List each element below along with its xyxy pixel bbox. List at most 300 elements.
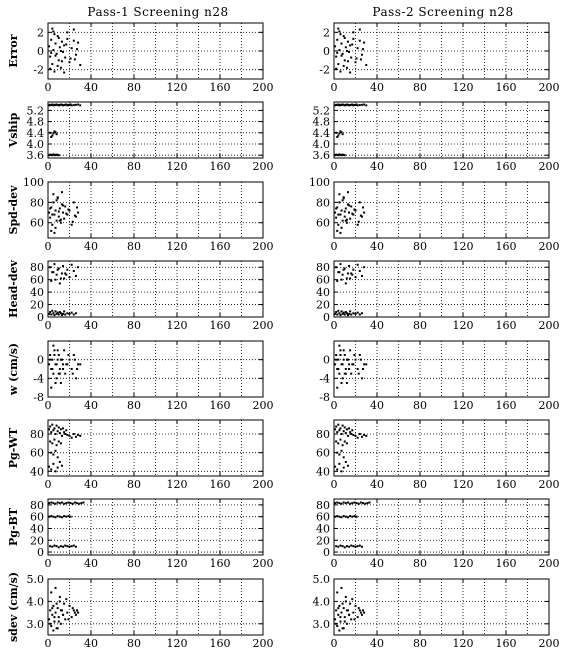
spd-dev-pass-2-point <box>342 220 344 222</box>
w-cm-s-pass-1-point <box>60 382 62 384</box>
error-pass-2-point <box>344 59 346 61</box>
pg-bt-pass-2-point <box>335 545 337 547</box>
error-pass-1-xtick-label: 80 <box>127 81 141 94</box>
pg-wt-pass-1-point <box>50 431 52 433</box>
error-pass-2-point <box>337 63 339 65</box>
w-cm-s-pass-1-point <box>52 345 54 347</box>
pg-wt-pass-2-point <box>357 437 359 439</box>
pg-wt-pass-1-point <box>59 432 61 434</box>
pg-bt-pass-2-point <box>351 502 353 504</box>
pg-bt-pass-1-point <box>58 546 60 548</box>
w-cm-s-pass-2-point <box>348 363 350 365</box>
error-pass-1-point <box>61 60 63 62</box>
vship-pass-2-point <box>335 132 337 134</box>
pg-bt-pass-1-point <box>59 502 61 504</box>
vship-pass-1-ytick-label: 4.0 <box>26 138 44 151</box>
spd-dev-pass-2-point <box>338 201 340 203</box>
head-dev-pass-2-xtick-label: 0 <box>330 319 338 332</box>
pg-wt-pass-1-point <box>49 440 51 442</box>
pg-bt-pass-1-point <box>59 516 61 518</box>
sdev-cm-s-pass-1-point <box>62 614 64 616</box>
pg-wt-pass-2-xtick-label: 40 <box>370 478 384 491</box>
spd-dev-pass-2-point <box>359 201 361 203</box>
w-cm-s-ylabel: w (cm/s) <box>7 342 20 396</box>
w-cm-s-pass-2-point <box>343 359 345 361</box>
head-dev-pass-2-point <box>348 313 350 315</box>
pg-wt-pass-2-point <box>346 428 348 430</box>
error-pass-1-point <box>74 58 76 60</box>
w-cm-s-pass-2-point <box>359 354 361 356</box>
pg-wt-pass-1-point <box>49 426 51 428</box>
head-dev-pass-2-point <box>336 280 338 282</box>
error-pass-1-xtick-label: 200 <box>252 81 274 94</box>
spd-dev-pass-2-xtick-label: 40 <box>370 240 384 253</box>
w-cm-s-pass-2-ytick-label: -4 <box>319 372 330 386</box>
pg-bt-pass-2-point <box>356 516 358 518</box>
sdev-cm-s-pass-1-ytick-label: 4.0 <box>26 595 44 609</box>
pg-wt-pass-2-point <box>338 454 340 456</box>
sdev-cm-s-pass-1-xtick-label: 80 <box>127 637 141 650</box>
w-cm-s-pass-2-point <box>341 382 343 384</box>
error-pass-1-point <box>60 67 62 69</box>
w-cm-s-pass-2-ytick-label: 0 <box>323 353 330 367</box>
w-cm-s-pass-2-point <box>345 368 347 370</box>
w-cm-s-pass-1-point <box>59 368 61 370</box>
pg-wt-pass-2-point <box>347 465 349 467</box>
error-pass-2-xtick-label: 160 <box>495 81 517 94</box>
w-cm-s-pass-1-ytick-label: 0 <box>37 353 44 367</box>
spd-dev-pass-1-point <box>53 232 55 234</box>
vship-pass-2-xtick-label: 200 <box>538 160 560 173</box>
w-cm-s-pass-1-point <box>48 363 50 365</box>
head-dev-pass-1-point <box>66 312 68 314</box>
head-dev-pass-1-xtick-label: 160 <box>209 319 231 332</box>
sdev-cm-s-pass-1-xtick-label: 40 <box>84 637 98 650</box>
sdev-cm-s-pass-2-point <box>343 607 345 609</box>
sdev-cm-s-pass-1-point <box>56 603 58 605</box>
spd-dev-pass-1-point <box>48 212 50 214</box>
sdev-cm-s-pass-2-point <box>341 612 343 614</box>
w-cm-s-pass-2-point <box>339 349 341 351</box>
pg-bt-pass-1-point <box>65 502 67 504</box>
pg-wt-pass-1-point <box>64 433 66 435</box>
head-dev-pass-2-point <box>361 275 363 277</box>
pg-bt-ylabel: Pg-BT <box>7 507 20 547</box>
sdev-cm-s-pass-1-xtick-label: 200 <box>252 637 274 650</box>
head-dev-pass-2-point <box>357 264 359 266</box>
sdev-cm-s-pass-1-point <box>57 627 59 629</box>
vship-pass-2-point <box>359 104 361 106</box>
pg-bt-pass-2-xtick-label: 160 <box>495 557 517 570</box>
sdev-cm-s-pass-2-point <box>342 603 344 605</box>
pg-wt-pass-2-point <box>335 440 337 442</box>
sdev-cm-s-pass-2-point <box>360 612 362 614</box>
head-dev-pass-2-point <box>335 311 337 313</box>
head-dev-pass-1-point <box>75 312 77 314</box>
pg-bt-pass-2-ytick-label: 60 <box>316 510 330 524</box>
vship-pass-1-ytick-label: 4.8 <box>26 115 44 129</box>
pg-wt-pass-1-point <box>65 429 67 431</box>
spd-dev-pass-2-point <box>342 199 344 201</box>
pg-bt-pass-1-ytick-label: 80 <box>30 498 44 512</box>
pg-wt-pass-2-ytick-label: 40 <box>316 465 330 479</box>
head-dev-pass-2-ytick-label: 40 <box>316 286 330 300</box>
pg-bt-pass-1-xtick-label: 0 <box>44 557 52 570</box>
pg-wt-pass-1-point <box>48 466 50 468</box>
head-dev-pass-2-point <box>338 271 340 273</box>
pg-wt-pass-2-point <box>347 435 349 437</box>
pg-bt-pass-2-point <box>336 502 338 504</box>
error-pass-1-point <box>62 51 64 53</box>
error-pass-1-point <box>53 71 55 73</box>
pg-bt-pass-2-point <box>359 545 361 547</box>
w-cm-s-pass-1-xtick-label: 160 <box>209 399 231 412</box>
head-dev-pass-2-xtick-label: 80 <box>413 319 427 332</box>
spd-dev-pass-2-point <box>339 214 341 216</box>
spd-dev-pass-2-point <box>341 227 343 229</box>
error-pass-2-point <box>342 53 344 55</box>
w-cm-s-pass-1-point <box>72 373 74 375</box>
spd-dev-pass-1-point <box>77 212 79 214</box>
pg-wt-pass-2-point <box>336 431 338 433</box>
pg-bt-pass-1-xtick-label: 40 <box>84 557 98 570</box>
w-cm-s-pass-2-point <box>353 354 355 356</box>
error-pass-1-ytick-label: 2 <box>37 26 44 40</box>
sdev-cm-s-pass-1-xtick-label: 160 <box>209 637 231 650</box>
sdev-cm-s-pass-1-ytick-label: 3.0 <box>26 617 44 631</box>
pg-bt-pass-2-point <box>350 545 352 547</box>
pg-bt-pass-2-point <box>338 502 340 504</box>
w-cm-s-pass-1-point <box>64 373 66 375</box>
head-dev-pass-1-xtick-label: 200 <box>252 319 274 332</box>
head-dev-pass-1-xtick-label: 120 <box>166 319 188 332</box>
w-cm-s-pass-1-point <box>69 359 71 361</box>
w-cm-s-pass-2-xtick-label: 200 <box>538 399 560 412</box>
pg-wt-pass-1-point <box>50 452 52 454</box>
head-dev-pass-1-point <box>63 310 65 312</box>
vship-pass-2-point <box>341 131 343 133</box>
pg-wt-pass-1-point <box>51 424 53 426</box>
head-dev-pass-1-point <box>61 272 63 274</box>
pg-bt-pass-1-point <box>53 545 55 547</box>
spd-dev-pass-2-point <box>345 207 347 209</box>
spd-dev-pass-1-point <box>76 206 78 208</box>
pg-wt-pass-1-point <box>56 444 58 446</box>
error-ylabel: Error <box>7 34 20 68</box>
error-pass-1-point <box>51 28 53 30</box>
pg-wt-ylabel: Pg-WT <box>7 427 20 469</box>
spd-dev-pass-1-xtick-label: 160 <box>209 240 231 253</box>
head-dev-pass-2-point <box>347 272 349 274</box>
w-cm-s-pass-1-xtick-label: 80 <box>127 399 141 412</box>
spd-dev-pass-1-point <box>53 214 55 216</box>
error-pass-1-point <box>66 31 68 33</box>
vship-pass-2-point <box>342 133 344 135</box>
pg-bt-pass-2-point <box>358 503 360 505</box>
pg-wt-pass-2-point <box>350 433 352 435</box>
sdev-cm-s-pass-2-point <box>363 612 365 614</box>
pg-wt-pass-2-xtick-label: 160 <box>495 478 517 491</box>
head-dev-pass-1-point <box>58 314 60 316</box>
w-cm-s-pass-1-point <box>58 354 60 356</box>
error-pass-1-point <box>77 42 79 44</box>
pg-wt-pass-1-point <box>71 437 73 439</box>
pg-wt-pass-1-point <box>55 433 57 435</box>
spd-dev-pass-1-xtick-label: 120 <box>166 240 188 253</box>
pg-wt-pass-1-point <box>75 436 77 438</box>
spd-dev-pass-1-point <box>60 219 62 221</box>
sdev-cm-s-pass-2-point <box>349 603 351 605</box>
pg-wt-pass-2-xtick-label: 0 <box>330 478 338 491</box>
w-cm-s-pass-1-point <box>51 368 53 370</box>
head-dev-pass-1-point <box>50 314 52 316</box>
pg-wt-pass-2-point <box>339 439 341 441</box>
sdev-cm-s-pass-2-point <box>345 600 347 602</box>
head-dev-pass-2-point <box>337 310 339 312</box>
sdev-cm-s-pass-1-point <box>51 607 53 609</box>
w-cm-s-pass-1-point <box>58 373 60 375</box>
sdev-cm-s-pass-1-point <box>55 612 57 614</box>
error-pass-1-point <box>49 68 51 70</box>
head-dev-pass-2-point <box>357 312 359 314</box>
pg-wt-pass-1-xtick-label: 200 <box>252 478 274 491</box>
sdev-cm-s-pass-1-point <box>53 616 55 618</box>
pg-wt-pass-2-point <box>338 463 340 465</box>
pg-bt-pass-2-point <box>337 546 339 548</box>
pg-bt-pass-1-xtick-label: 200 <box>252 557 274 570</box>
w-cm-s-pass-2-ytick-label: -8 <box>319 391 330 404</box>
w-cm-s-pass-1-point <box>53 354 55 356</box>
head-dev-pass-2-point <box>346 312 348 314</box>
spd-dev-pass-2-point <box>339 232 341 234</box>
error-pass-1-point <box>73 29 75 31</box>
spd-dev-pass-2-point <box>335 207 337 209</box>
error-pass-2-point <box>356 57 358 59</box>
pg-wt-pass-2-point <box>334 466 336 468</box>
w-cm-s-pass-1-point <box>63 349 65 351</box>
pg-wt-pass-1-point <box>52 429 54 431</box>
w-cm-s-pass-2-point <box>363 363 365 365</box>
spd-dev-pass-2-point <box>334 212 336 214</box>
error-pass-1-point <box>59 46 61 48</box>
sdev-cm-s-pass-1-point <box>53 621 55 623</box>
vship-pass-2-point <box>357 104 359 106</box>
vship-pass-2-point <box>344 154 346 156</box>
w-cm-s-pass-1-point <box>50 387 52 389</box>
pg-bt-pass-2-xtick-label: 40 <box>370 557 384 570</box>
spd-dev-pass-1-point <box>56 220 58 222</box>
spd-dev-pass-2-point <box>338 193 340 195</box>
error-pass-2-point <box>335 56 337 58</box>
head-dev-pass-1-point <box>56 274 58 276</box>
w-cm-s-pass-1-point <box>77 363 79 365</box>
pg-wt-pass-1-point <box>63 431 65 433</box>
pg-wt-pass-2-ytick-label: 80 <box>316 428 330 441</box>
w-cm-s-pass-2-point <box>360 359 362 361</box>
spd-dev-pass-1-point <box>55 210 57 212</box>
pg-bt-pass-2-point <box>361 546 363 548</box>
error-pass-1-point <box>50 52 52 54</box>
vship-pass-1-xtick-label: 0 <box>44 160 52 173</box>
pg-wt-pass-1-point <box>53 427 55 429</box>
error-pass-2-point <box>352 31 354 33</box>
vship-pass-1-xtick-label: 200 <box>252 160 274 173</box>
pg-wt-pass-1-point <box>66 434 68 436</box>
vship-pass-2-xtick-label: 160 <box>495 160 517 173</box>
sdev-cm-s-pass-1-point <box>49 609 51 611</box>
head-dev-pass-2-xtick-label: 40 <box>370 319 384 332</box>
pg-bt-pass-1-point <box>61 502 63 504</box>
pg-wt-pass-1-point <box>52 454 54 456</box>
error-pass-2-point <box>336 39 338 41</box>
error-pass-2-point <box>359 29 361 31</box>
spd-dev-pass-1-point <box>52 201 54 203</box>
pg-bt-pass-2-point <box>336 515 338 517</box>
vship-pass-1-ytick-label: 3.6 <box>26 149 44 163</box>
spd-dev-pass-2-point <box>337 224 339 226</box>
w-cm-s-pass-2-xtick-label: 160 <box>495 399 517 412</box>
w-cm-s-pass-2-point <box>338 345 340 347</box>
pg-bt-pass-1-point <box>75 546 77 548</box>
spd-dev-pass-2-point <box>360 215 362 217</box>
error-pass-1-point <box>70 57 72 59</box>
vship-pass-1-xtick-label: 120 <box>166 160 188 173</box>
pg-wt-pass-2-point <box>349 431 351 433</box>
pg-bt-pass-1-point <box>67 515 69 517</box>
head-dev-pass-1-point <box>49 311 51 313</box>
pg-bt-pass-2-point <box>348 546 350 548</box>
head-dev-pass-1-xtick-label: 80 <box>127 319 141 332</box>
spd-dev-pass-2-point <box>353 208 355 210</box>
pg-wt-pass-2-point <box>336 468 338 470</box>
pg-wt-pass-1-point <box>53 439 55 441</box>
head-dev-pass-1-point <box>75 275 77 277</box>
pg-wt-pass-2-point <box>342 425 344 427</box>
head-dev-pass-2-point <box>361 312 363 314</box>
head-dev-pass-2-point <box>341 279 343 281</box>
w-cm-s-pass-2-xtick-label: 80 <box>413 399 427 412</box>
spd-dev-pass-1-point <box>67 208 69 210</box>
spd-dev-pass-2-point <box>362 206 364 208</box>
pg-wt-pass-1-point <box>51 442 53 444</box>
sdev-cm-s-pass-1-point <box>58 621 60 623</box>
w-cm-s-pass-2-point <box>346 359 348 361</box>
vship-pass-2-ytick-label: 4.0 <box>312 138 330 151</box>
head-dev-pass-1-point <box>63 277 65 279</box>
error-pass-1-xtick-label: 40 <box>84 81 98 94</box>
error-pass-2-point <box>345 46 347 48</box>
error-pass-1-point <box>52 49 54 51</box>
pg-bt-pass-2-point <box>345 502 347 504</box>
sdev-cm-s-pass-2-ytick-label: 3.0 <box>312 617 330 631</box>
error-pass-1-point <box>76 48 78 50</box>
pg-wt-pass-1-point <box>61 465 63 467</box>
w-cm-s-pass-2-point <box>344 373 346 375</box>
error-pass-2-xtick-label: 80 <box>413 81 427 94</box>
head-dev-pass-1-point <box>52 271 54 273</box>
w-cm-s-pass-2-point <box>349 349 351 351</box>
pg-bt-pass-1-point <box>49 545 51 547</box>
sdev-cm-s-pass-2-point <box>338 630 340 632</box>
vship-pass-2-point <box>338 132 340 134</box>
pg-bt-pass-1-point <box>51 546 53 548</box>
pg-bt-pass-2-point <box>343 515 345 517</box>
pg-wt-pass-1-point <box>60 428 62 430</box>
pass-2-title: Pass-2 Screening n28 <box>372 5 514 19</box>
pg-wt-pass-2-point <box>341 470 343 472</box>
spd-dev-pass-1-point <box>65 213 67 215</box>
sdev-cm-s-pass-1-point <box>59 596 61 598</box>
w-cm-s-pass-1-xtick-label: 200 <box>252 399 274 412</box>
pg-wt-pass-2-point <box>345 432 347 434</box>
w-cm-s-pass-1-point <box>65 363 67 365</box>
pg-bt-pass-1-point <box>57 502 59 504</box>
head-dev-pass-2-point <box>352 312 354 314</box>
pg-wt-pass-2-point <box>337 442 339 444</box>
w-cm-s-pass-1-point <box>73 354 75 356</box>
error-pass-1-point <box>66 38 68 40</box>
w-cm-s-pass-1-point <box>76 368 78 370</box>
head-dev-pass-2-point <box>355 313 357 315</box>
spd-dev-pass-1-point <box>74 215 76 217</box>
error-pass-2-point <box>339 71 341 73</box>
spd-dev-pass-1-ytick-label: 60 <box>30 216 44 230</box>
head-dev-pass-1-point <box>65 274 67 276</box>
sdev-cm-s-pass-1-point <box>63 603 65 605</box>
head-dev-pass-1-point <box>62 313 64 315</box>
error-pass-1-ytick-label: -2 <box>33 63 44 77</box>
pg-bt-pass-2-point <box>366 502 368 504</box>
w-cm-s-pass-2-point <box>342 363 344 365</box>
spd-dev-pass-1-point <box>59 207 61 209</box>
head-dev-pass-1-point <box>71 312 73 314</box>
error-pass-1-point <box>63 44 65 46</box>
head-dev-pass-2-xtick-label: 160 <box>495 319 517 332</box>
spd-dev-pass-2-point <box>336 230 338 232</box>
spd-dev-pass-1-xtick-label: 200 <box>252 240 274 253</box>
error-pass-1-point <box>71 47 73 49</box>
w-cm-s-pass-1-ytick-label: -8 <box>33 391 44 404</box>
pg-bt-pass-1-ytick-label: 40 <box>30 522 44 536</box>
error-pass-1-point <box>57 65 59 67</box>
error-pass-2-point <box>348 51 350 53</box>
pg-wt-pass-1-point <box>79 435 81 437</box>
w-cm-s-pass-2-point <box>337 359 339 361</box>
spd-dev-pass-1-point <box>52 193 54 195</box>
pg-wt-pass-2-point <box>351 429 353 431</box>
error-pass-2-point <box>338 30 340 32</box>
error-pass-2-point <box>346 67 348 69</box>
head-dev-pass-1-point <box>55 279 57 281</box>
pg-bt-pass-2-point <box>345 516 347 518</box>
pg-bt-pass-1-point <box>55 516 57 518</box>
sdev-cm-s-pass-2-point <box>362 609 364 611</box>
w-cm-s-pass-1-point <box>67 354 69 356</box>
pg-wt-pass-1-point <box>62 427 64 429</box>
pg-bt-pass-2-point <box>347 502 349 504</box>
pg-wt-pass-2-point <box>338 429 340 431</box>
w-cm-s-pass-1-xtick-label: 120 <box>166 399 188 412</box>
vship-pass-1-point <box>75 104 77 106</box>
pg-bt-pass-2-point <box>343 502 345 504</box>
pg-bt-pass-1-point <box>50 502 52 504</box>
pg-wt-pass-1-point <box>73 433 75 435</box>
spd-dev-pass-2-point <box>357 224 359 226</box>
w-cm-s-pass-1-ytick-label: -4 <box>33 372 44 386</box>
pg-bt-pass-2-point <box>334 502 336 504</box>
sdev-cm-s-pass-1-point <box>75 614 77 616</box>
error-pass-2-point <box>349 71 351 73</box>
